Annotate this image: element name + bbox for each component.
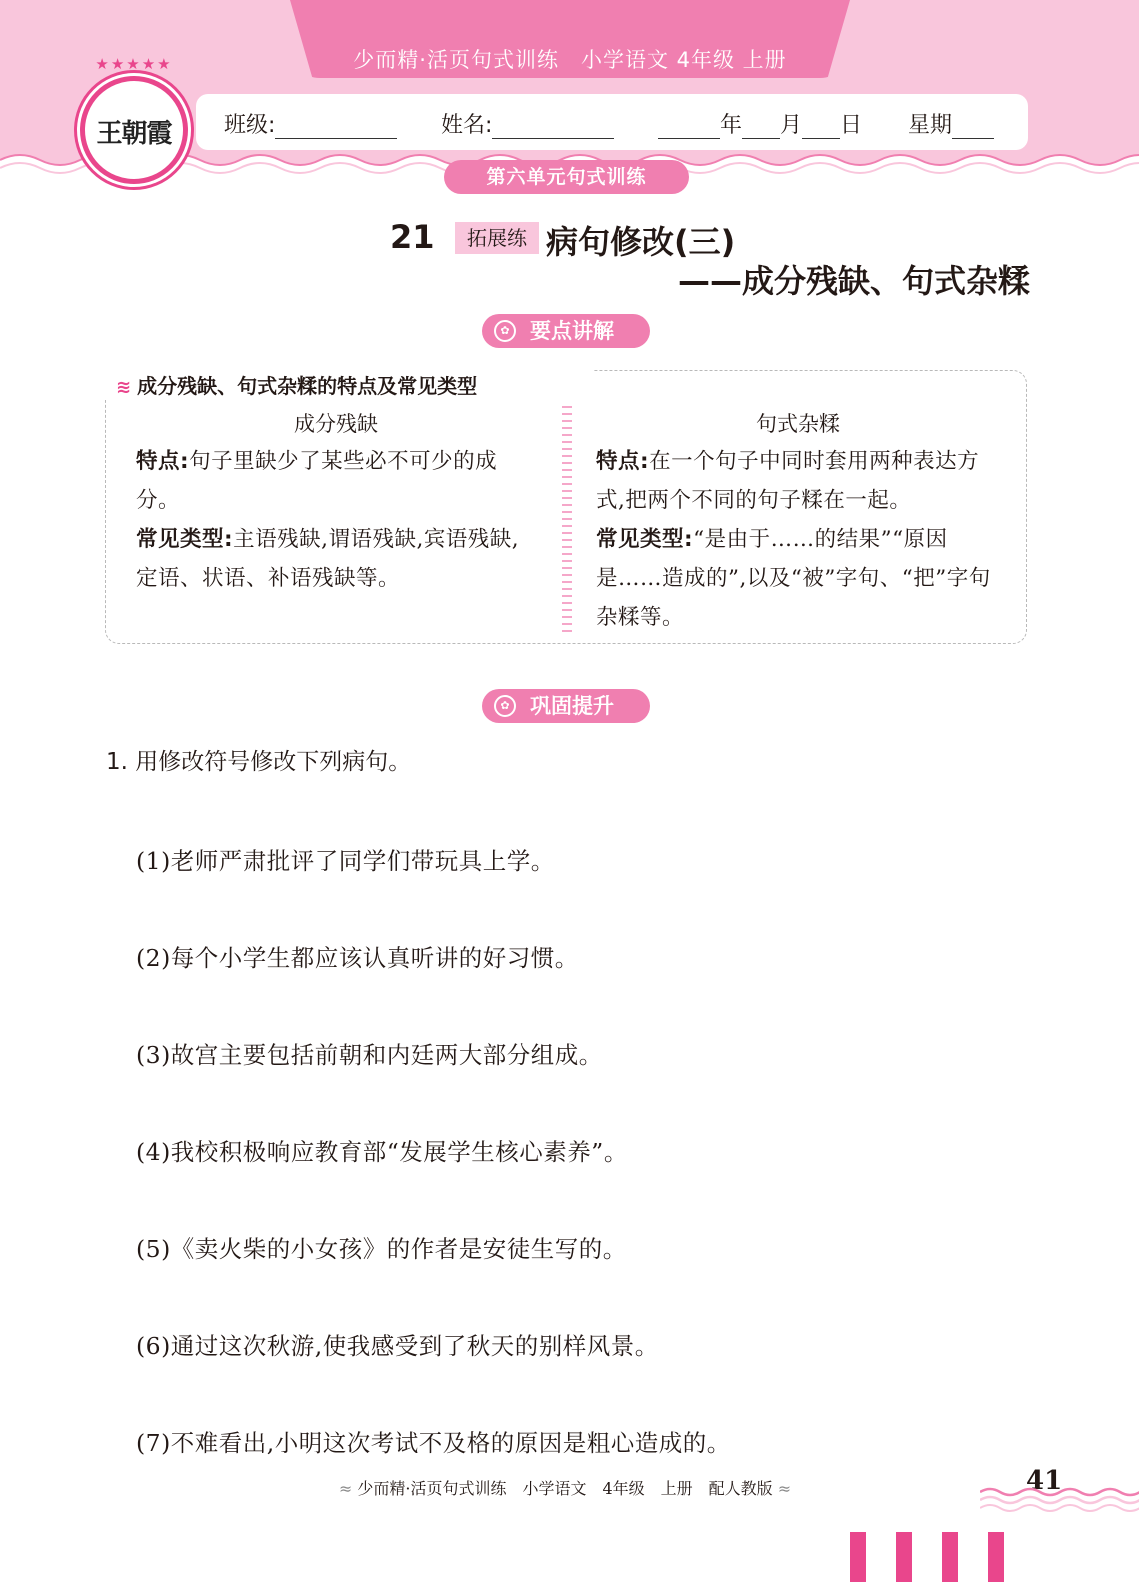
right-column-text [596, 442, 1004, 637]
day-label: 日 [840, 113, 863, 138]
practice-label: 巩固提升 [530, 694, 614, 718]
weekday-label: 星期 [908, 113, 953, 138]
left-feature-text: 句子里缺少了某些必不可少的成分。 [136, 449, 498, 513]
class-blank[interactable] [275, 115, 397, 139]
left-types-label: 常见类型: [136, 527, 234, 552]
footer [285, 1476, 845, 1499]
lesson-number: 21 [390, 218, 435, 256]
right-types-label: 常见类型: [596, 527, 694, 552]
sentence-item[interactable]: (6)通过这次秋游,使我感受到了秋天的别样风景。 [136, 1332, 659, 1360]
logo-stars: ★★★★★ [95, 55, 173, 73]
left-feature-label: 特点: [136, 449, 190, 474]
lesson-tag: 拓展练 [455, 222, 539, 254]
column-divider [562, 406, 572, 634]
left-column-text [136, 442, 540, 598]
year-label: 年 [720, 113, 743, 138]
wave-icon: ≋ [116, 377, 132, 398]
footer-text: 少而精·活页句式训练 小学语文 4年级 上册 配人教版 [357, 1479, 773, 1498]
left-types-text: 主语残缺,谓语残缺,宾语残缺,定语、状语、补语残缺等。 [136, 527, 520, 591]
student-info-bar [196, 94, 1028, 150]
wave-icon: ≈ [777, 1479, 792, 1498]
lesson-title: 病句修改(三) [546, 223, 736, 261]
medal-icon: ✿ [494, 320, 516, 342]
sentence-item[interactable]: (2)每个小学生都应该认真听讲的好习惯。 [136, 944, 579, 972]
class-label: 班级: [224, 113, 276, 138]
sentence-item[interactable]: (1)老师严肃批评了同学们带玩具上学。 [136, 847, 555, 875]
bottom-tab-bar [850, 1532, 866, 1582]
practice-pill [482, 689, 650, 723]
key-points-pill [482, 314, 650, 348]
name-label: 姓名: [441, 113, 493, 138]
unit-tab: 第六单元句式训练 [444, 160, 689, 194]
right-types-text: “是由于……的结果”“原因是……造成的”,以及“被”字句、“把”字句杂糅等。 [596, 527, 991, 630]
bottom-tab-bar [896, 1532, 912, 1582]
month-label: 月 [780, 113, 803, 138]
series-title: 少而精·活页句式训练 小学语文 4年级 上册 [353, 48, 787, 72]
logo-text: 王朝霞 [96, 119, 172, 149]
class-field [224, 108, 397, 139]
lesson-subtitle: ——成分残缺、句式杂糅 [677, 262, 1030, 300]
sentence-item[interactable]: (3)故宫主要包括前朝和内廷两大部分组成。 [136, 1041, 603, 1069]
sentence-item[interactable]: (4)我校积极响应教育部“发展学生核心素养”。 [136, 1138, 628, 1166]
question-title: 1. 用修改符号修改下列病句。 [106, 749, 412, 775]
sentence-item[interactable]: (7)不难看出,小明这次考试不及格的原因是粗心造成的。 [136, 1429, 731, 1457]
name-blank[interactable] [492, 115, 614, 139]
weekday-field [908, 108, 994, 139]
date-field [658, 108, 862, 139]
wave-icon: ≈ [338, 1479, 353, 1498]
name-field [441, 108, 614, 139]
right-feature-label: 特点: [596, 449, 650, 474]
key-points-heading [116, 370, 477, 399]
page-number: 41 [1026, 1466, 1063, 1496]
right-column-title: 句式杂糅 [756, 412, 840, 436]
bottom-tab-bar [988, 1532, 1004, 1582]
year-blank[interactable] [658, 115, 720, 139]
key-points-heading-text: 成分残缺、句式杂糅的特点及常见类型 [137, 374, 478, 398]
key-points-label: 要点讲解 [530, 319, 614, 343]
weekday-blank[interactable] [952, 115, 994, 139]
sentence-item[interactable]: (5)《卖火柴的小女孩》的作者是安徒生写的。 [136, 1235, 627, 1263]
right-feature-text: 在一个句子中同时套用两种表达方式,把两个不同的句子糅在一起。 [596, 449, 980, 513]
day-blank[interactable] [802, 115, 840, 139]
bottom-tab-bar [942, 1532, 958, 1582]
left-column-title: 成分残缺 [294, 412, 378, 436]
month-blank[interactable] [742, 115, 780, 139]
medal-icon: ✿ [494, 695, 516, 717]
page-wave-decoration [980, 1484, 1139, 1514]
publisher-logo [80, 55, 188, 184]
